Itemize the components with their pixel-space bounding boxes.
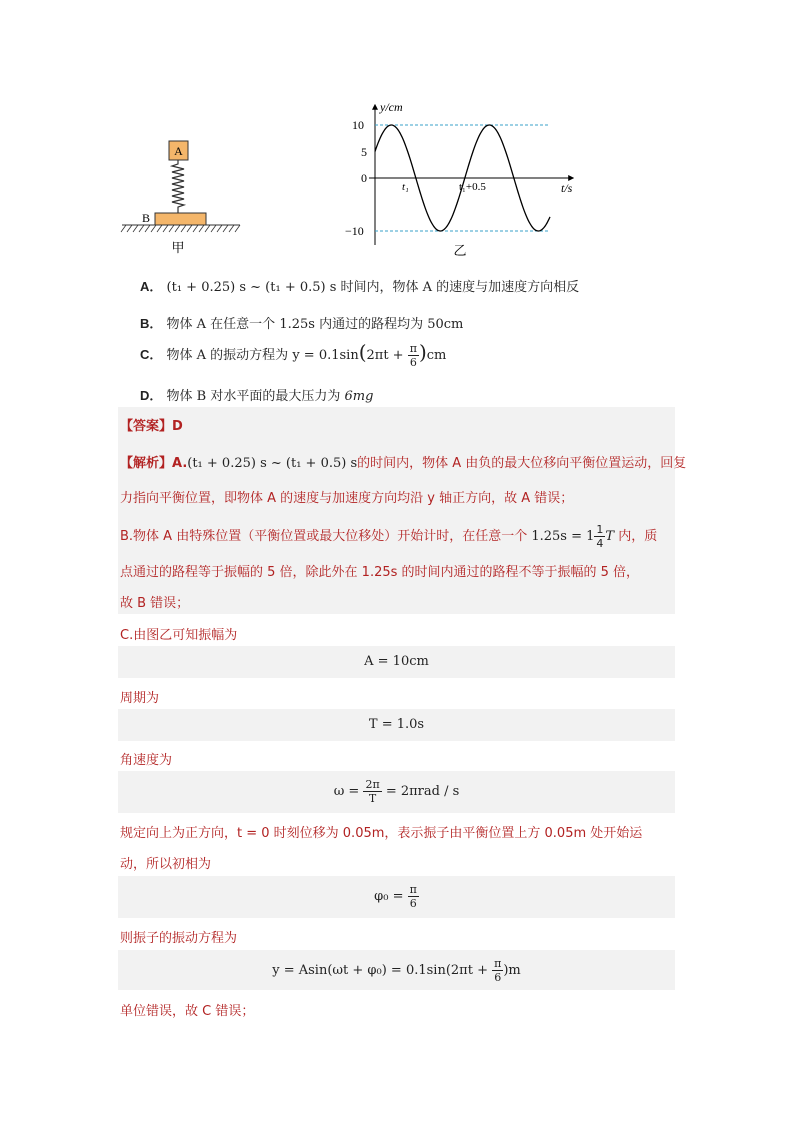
block-b (155, 213, 206, 225)
formula-phase: φ₀ = $\frac{\pi}{6}$ (374, 883, 417, 910)
option-c-inner: 2πt + (366, 348, 408, 363)
option-d-value: 6mg (344, 389, 374, 404)
analysis-b-T: T (605, 529, 615, 544)
tick-5: 5 (361, 145, 367, 159)
formula-amplitude: A = 10cm (364, 654, 429, 669)
option-a-text: 时间内，物体 A 的速度与加速度方向相反 (340, 280, 580, 295)
equation-label: 则振子的振动方程为 (120, 931, 238, 946)
analysis-b-line2: 点通过的路程等于振幅的 5 倍，除此外在 1.25s 的时间内通过的路程不等于振幅的 5 倍， (120, 565, 640, 580)
analysis-a-prefix: A. (172, 456, 188, 471)
formula-period: T = 1.0s (368, 717, 425, 732)
answer-tag: 【答案】 (120, 419, 173, 434)
analysis-b-pre: B.物体 A 由特殊位置（平衡位置或最大位移处）开始计时，在任意一个 (120, 529, 532, 544)
analysis-a-line1 (120, 452, 686, 471)
analysis-a-math: (t₁ + 0.25) s ~ (t₁ + 0.5) s (187, 456, 358, 471)
t-axis-label: t/s (561, 181, 573, 195)
option-c-fraction: $\frac{\pi}{6}$ (409, 342, 417, 369)
formula-omega: ω = $\frac{2\pi}{T}$ = 2πrad / s (333, 778, 460, 805)
omega-label: 角速度为 (120, 753, 173, 768)
option-c-text: 物体 A 的振动方程为 y = 0.1sin (166, 348, 359, 363)
spring (172, 160, 184, 213)
answer-value: D (172, 419, 183, 434)
block-b-label: B (142, 211, 151, 225)
tick-10: 10 (352, 118, 364, 132)
y-axis-label: y/cm (380, 100, 403, 114)
option-a (140, 276, 579, 295)
option-d (140, 385, 373, 404)
phase-line1: 规定向上为正方向，t = 0 时刻位移为 0.05m，表示振子由平衡位置上方 0.05m 处开始运 (120, 826, 643, 841)
option-a-math: (t₁ + 0.25) s ~ (t₁ + 0.5) s (166, 280, 337, 295)
option-b-label: B． (140, 316, 163, 331)
option-b-text: 物体 A 在任意一个 1.25s 内通过的路程均为 50cm (166, 317, 464, 332)
option-c-label: C． (140, 347, 163, 362)
formula-equation: y = Asin(ωt + φ₀) = 0.1sin(2πt + $\frac{\pi}{6}$ )m (272, 957, 521, 984)
option-c-unit: cm (426, 348, 447, 363)
block-a-label: A (174, 144, 183, 158)
analysis-b-post: 内，质 (614, 529, 658, 544)
analysis-tag: 【解析】 (120, 456, 173, 471)
analysis-a-line2: 力指向平衡位置，即物体 A 的速度与加速度方向均沿 y 轴正方向，故 A 错误； (120, 491, 574, 506)
option-c (140, 340, 446, 369)
tick-neg10: −10 (345, 224, 364, 238)
analysis-a-post: 的时间内，物体 A 由负的最大位移向平衡位置运动，回复 (357, 456, 687, 471)
analysis-b-math: 1.25s = 1 (531, 529, 595, 544)
label-t1-plus-05: t₁+0.5 (459, 181, 486, 193)
tick-0: 0 (361, 171, 367, 185)
period-label: 周期为 (120, 691, 160, 706)
option-a-label: A． (140, 279, 163, 294)
label-t1: t₁ (402, 181, 409, 193)
option-c-paren-open: ( (358, 340, 367, 364)
analysis-b-line1 (120, 523, 657, 550)
figure-spring-block (118, 140, 248, 255)
analysis-b-fraction: $\frac{1}{4}$ (596, 523, 604, 550)
figure-a-caption: 甲 (171, 241, 185, 255)
analysis-c-line1: C.由图乙可知振幅为 (120, 628, 238, 643)
analysis-b-line3: 故 B 错误； (120, 596, 190, 611)
option-d-label: D． (140, 388, 163, 403)
analysis-shade-1 (118, 407, 675, 614)
option-d-text: 物体 B 对水平面的最大压力为 (166, 389, 345, 404)
phase-line2: 动，所以初相为 (120, 857, 212, 872)
figure-b-caption: 乙 (453, 244, 467, 259)
option-b (140, 313, 463, 332)
answer-line (120, 415, 183, 434)
conclusion-line: 单位错误，故 C 错误； (120, 1004, 255, 1019)
figure-sine-graph (335, 100, 600, 260)
ground-hatch (121, 225, 240, 232)
option-c-paren-close: ) (418, 340, 427, 364)
